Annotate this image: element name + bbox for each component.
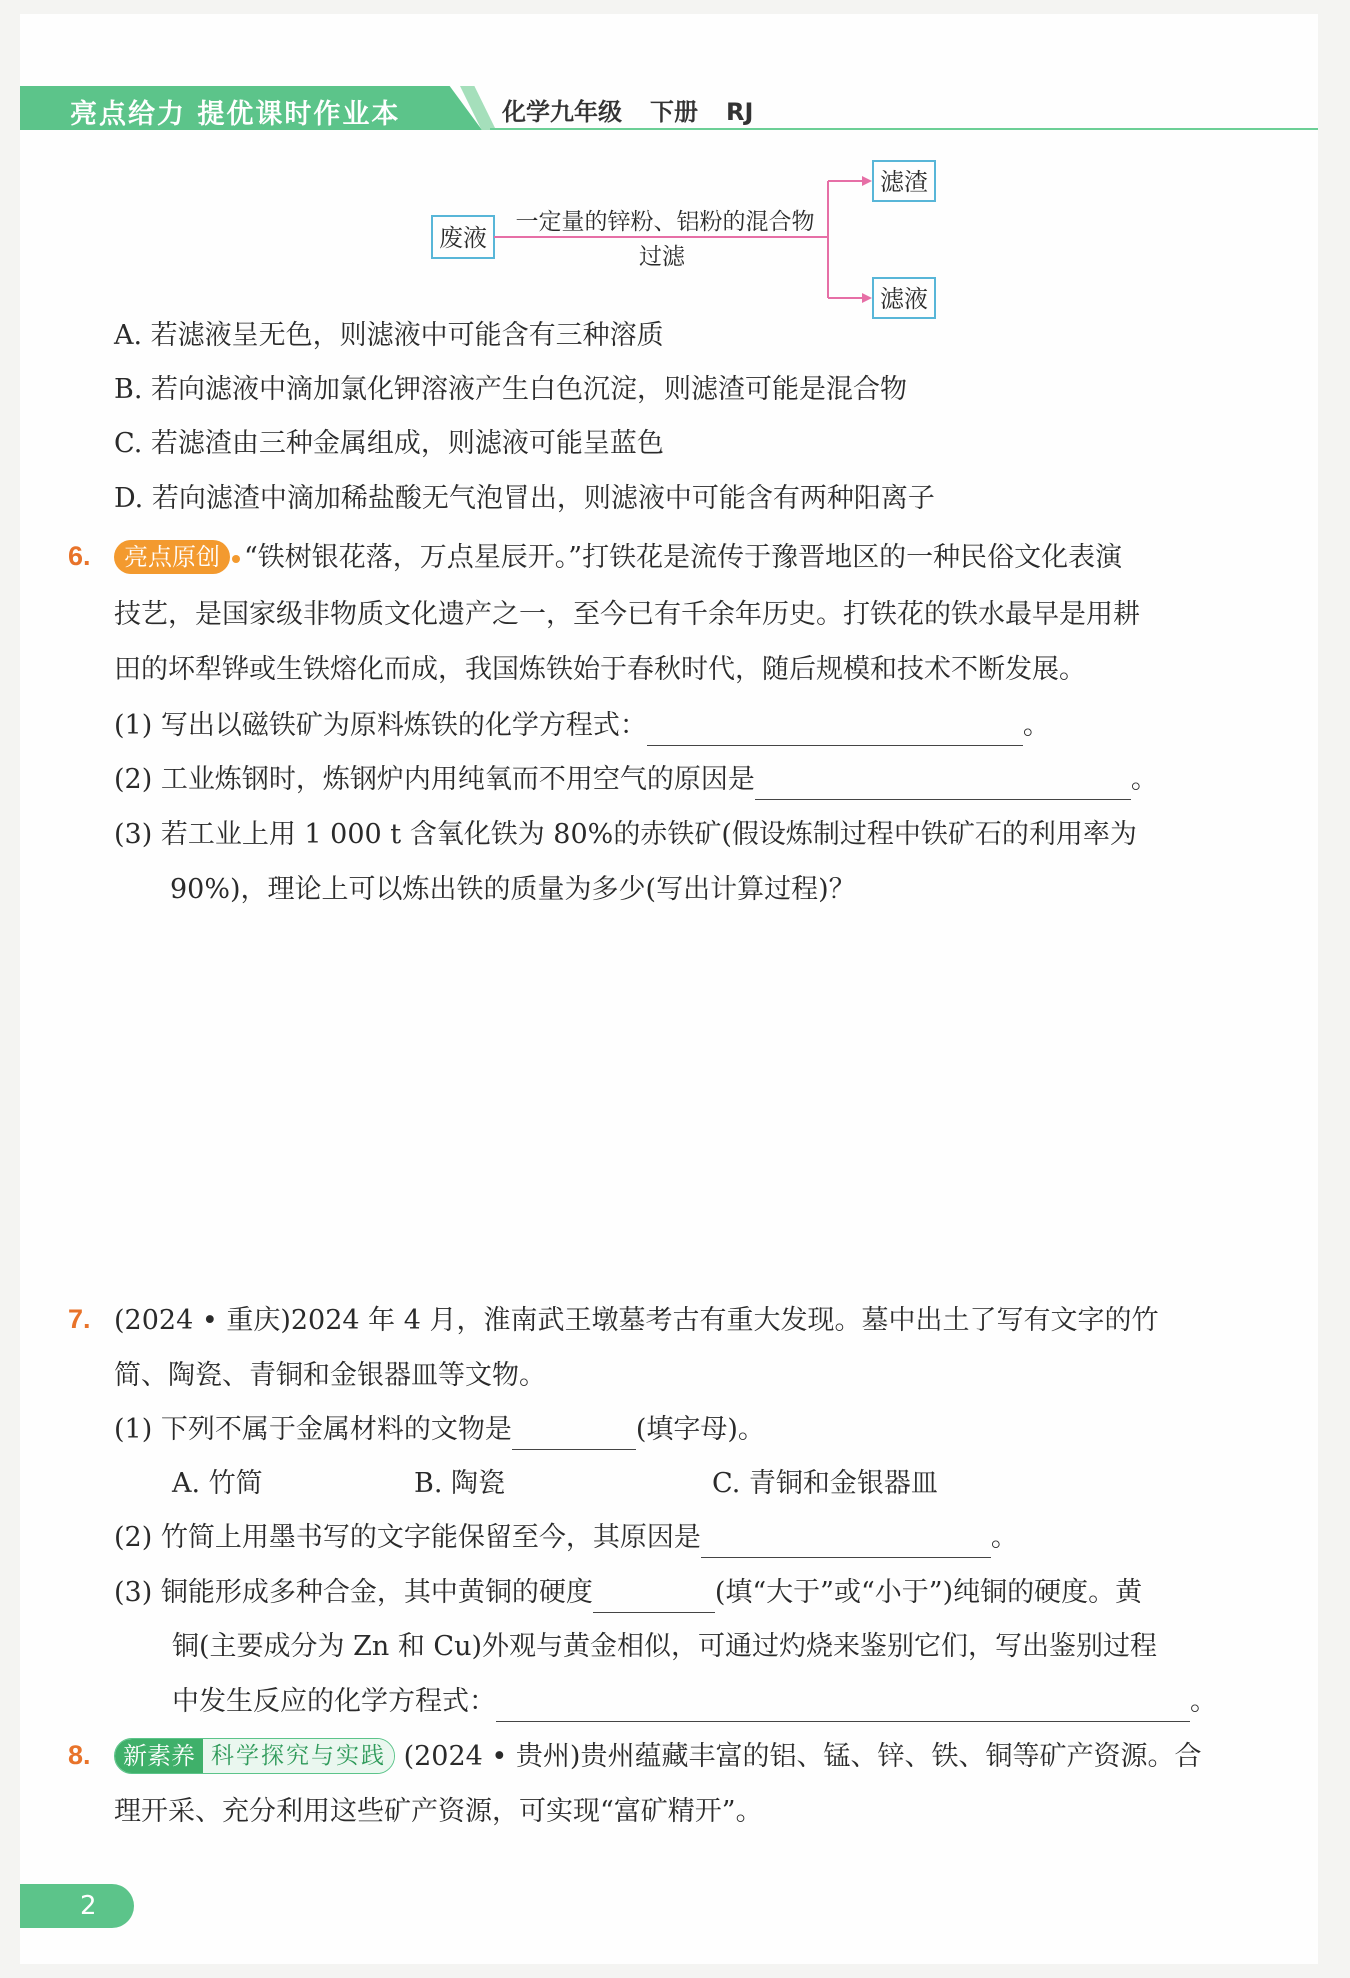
- page-header: [20, 86, 1318, 130]
- q6-number: 6.: [68, 541, 91, 571]
- q5-option-a: A. 若滤液呈无色，则滤液中可能含有三种溶质: [114, 320, 664, 351]
- q7-choice-c: C. 青铜和金银器皿: [712, 1468, 938, 1499]
- q6-stem-line1: [114, 538, 1122, 578]
- reagent-label: 一定量的锌粉、铝粉的混合物: [515, 209, 815, 235]
- q6-part3-line1: (3) 若工业上用 1 000 t 含氧化铁为 80%的赤铁矿(假设炼制过程中铁矿石的利用率为: [114, 819, 1137, 850]
- q7-part3-suffix: (填“大于”或“小于”)纯铜的硬度。黄: [714, 1577, 1143, 1608]
- q6-part3-line2: 90%)，理论上可以炼出铁的质量为多少(写出计算过程)？: [170, 874, 856, 905]
- brand-title: 亮点给力 提优课时作业本: [70, 99, 401, 130]
- q7-part2-period: 。: [990, 1522, 1018, 1553]
- operation-label: 过滤: [639, 244, 685, 270]
- q7-part3-line2: 铜(主要成分为 Zn 和 Cu)外观与黄金相似，可通过灼烧来鉴别它们，写出鉴别过程: [172, 1631, 1158, 1662]
- q7-part1-text: (1) 下列不属于金属材料的文物是: [114, 1414, 512, 1445]
- q7-answer-blank-2[interactable]: [701, 1527, 991, 1558]
- q7-stem-line2: 简、陶瓷、青铜和金银器皿等文物。: [114, 1360, 546, 1391]
- subject-volume: 下册: [650, 98, 698, 126]
- subject-edition: RJ: [726, 98, 754, 126]
- q7-answer-blank-1[interactable]: [512, 1419, 636, 1450]
- q7-stem-line1: (2024 • 重庆)2024 年 4 月，淮南武王墩墓考古有重大发现。墓中出土了写有文字的竹: [114, 1305, 1159, 1336]
- q6-answer-blank-2[interactable]: [755, 769, 1131, 800]
- q6-stem-line3: 田的坏犁铧或生铁熔化而成，我国炼铁始于春秋时代，随后规模和技术不断发展。: [114, 654, 1086, 685]
- subject-info: [502, 92, 781, 127]
- q8-number: 8.: [68, 1740, 91, 1770]
- q6-stem-line2: 技艺，是国家级非物质文化遗产之一，至今已有千余年历史。打铁花的铁水最早是用耕: [114, 599, 1140, 630]
- q7-number: 7.: [68, 1304, 91, 1334]
- badge-dot-icon: [232, 555, 240, 563]
- filtrate-label: 滤液: [880, 285, 928, 313]
- q8-stem-text: (2024 • 贵州)贵州蕴藏丰富的铝、锰、锌、铁、铜等矿产资源。合: [403, 1741, 1202, 1772]
- q5-option-d: D. 若向滤渣中滴加稀盐酸无气泡冒出，则滤液中可能含有两种阳离子: [114, 483, 935, 514]
- q7-part3-line1: [114, 1573, 1142, 1613]
- q5-option-b: B. 若向滤液中滴加氯化钾溶液产生白色沉淀，则滤渣可能是混合物: [114, 374, 908, 405]
- q6-part1-text: (1) 写出以磁铁矿为原料炼铁的化学方程式：: [114, 710, 647, 741]
- q5-option-c: C. 若滤渣由三种金属组成，则滤液可能呈蓝色: [114, 428, 664, 459]
- subject-grade: 化学九年级: [502, 98, 622, 126]
- q6-part2-period: 。: [1130, 764, 1158, 795]
- q6-part1: [114, 706, 1050, 746]
- original-badge: 亮点原创: [114, 540, 230, 574]
- q7-answer-blank-3[interactable]: [593, 1582, 715, 1613]
- q7-part1-suffix: (填字母)。: [635, 1414, 765, 1445]
- q7-part2: [114, 1518, 1018, 1558]
- filter-residue-label: 滤渣: [880, 168, 928, 196]
- literacy-badge-sub: 科学探究与实践: [203, 1739, 394, 1773]
- q8-stem-line1: [114, 1737, 1201, 1777]
- waste-liquid-label: 废液: [439, 224, 487, 252]
- q7-part3-line3: [172, 1682, 1217, 1722]
- page-number: 2: [20, 1884, 134, 1928]
- q6-part1-period: 。: [1022, 710, 1050, 741]
- q7-choice-a: A. 竹简: [172, 1468, 263, 1499]
- q7-part2-text: (2) 竹简上用墨书写的文字能保留至今，其原因是: [114, 1522, 701, 1553]
- q7-answer-blank-4[interactable]: [496, 1691, 1190, 1722]
- q7-part3-line3-text: 中发生反应的化学方程式：: [172, 1686, 496, 1717]
- q8-stem-line2: 理开采、充分利用这些矿产资源，可实现“富矿精开”。: [114, 1796, 763, 1827]
- q7-choice-b: B. 陶瓷: [414, 1468, 506, 1499]
- literacy-badge: [114, 1738, 395, 1774]
- q6-stem-text: “铁树银花落，万点星辰开。”打铁花是流传于豫晋地区的一种民俗文化表演: [244, 542, 1123, 573]
- q7-part3-text: (3) 铜能形成多种合金，其中黄铜的硬度: [114, 1577, 593, 1608]
- q7-part1: [114, 1410, 765, 1450]
- q6-work-area[interactable]: [114, 930, 1294, 1290]
- q6-part2: [114, 760, 1158, 800]
- literacy-badge-main: 新素养: [115, 1739, 203, 1773]
- q6-part2-text: (2) 工业炼钢时，炼钢炉内用纯氧而不用空气的原因是: [114, 764, 755, 795]
- q6-answer-blank-1[interactable]: [647, 715, 1023, 746]
- header-rule: [490, 128, 1318, 130]
- q7-part3-period: 。: [1190, 1686, 1217, 1717]
